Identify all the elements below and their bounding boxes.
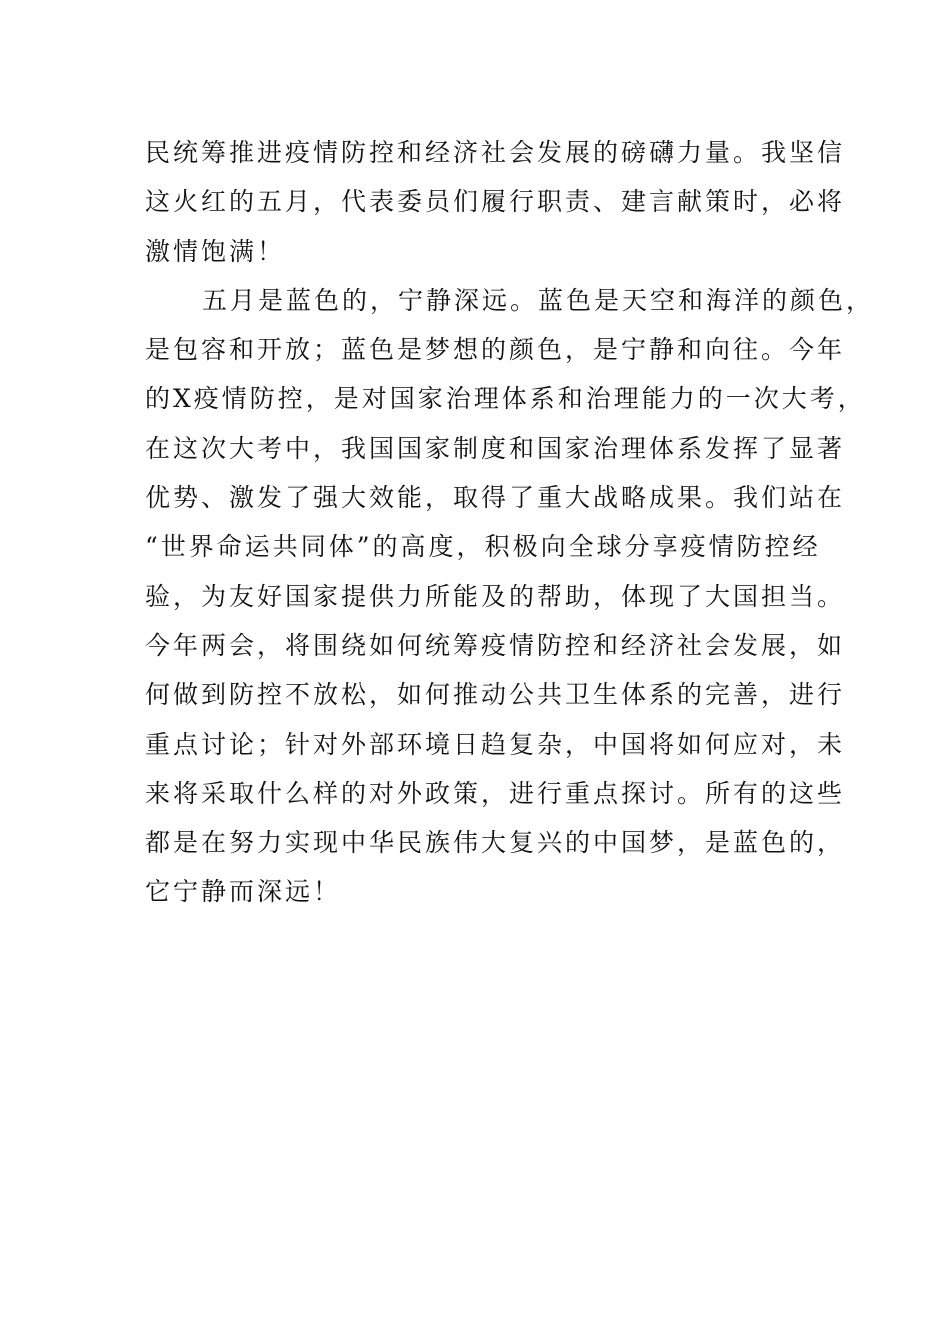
text-line: 民统筹推进疫情防控和经济社会发展的磅礴力量。我坚信 xyxy=(145,138,846,167)
text-line: “世界命运共同体”的高度，积极向全球分享疫情防控经 xyxy=(145,532,821,562)
text-line: 优势、激发了强大效能，取得了重大战略成果。我们站在 xyxy=(145,483,846,513)
text-line: 它宁静而深远！ xyxy=(145,877,342,907)
text-line: 激情饱满！ xyxy=(145,236,286,266)
text-line: 重点讨论；针对外部环境日趋复杂，中国将如何应对，未 xyxy=(145,729,846,759)
text-line: 是包容和开放；蓝色是梦想的颜色，是宁静和向往。今年 xyxy=(145,335,846,365)
text-line: 今年两会，将围绕如何统筹疫情防控和经济社会发展，如 xyxy=(145,630,846,660)
text-line: 何做到防控不放松，如何推动公共卫生体系的完善，进行 xyxy=(145,680,846,710)
text-line: 在这次大考中，我国国家制度和国家治理体系发挥了显著 xyxy=(145,433,846,463)
document-body xyxy=(145,128,875,917)
text-line: 这火红的五月，代表委员们履行职责、建言献策时，必将 xyxy=(145,187,846,217)
text-line: 的X疫情防控，是对国家治理体系和治理能力的一次大考， xyxy=(145,384,866,414)
text-line: 验，为友好国家提供力所能及的帮助，体现了大国担当。 xyxy=(145,581,846,611)
text-line: 五月是蓝色的，宁静深远。蓝色是天空和海洋的颜色， xyxy=(202,285,875,315)
text-line: 来将采取什么样的对外政策，进行重点探讨。所有的这些 xyxy=(145,778,846,808)
text-line: 都是在努力实现中华民族伟大复兴的中国梦，是蓝色的， xyxy=(145,828,846,858)
